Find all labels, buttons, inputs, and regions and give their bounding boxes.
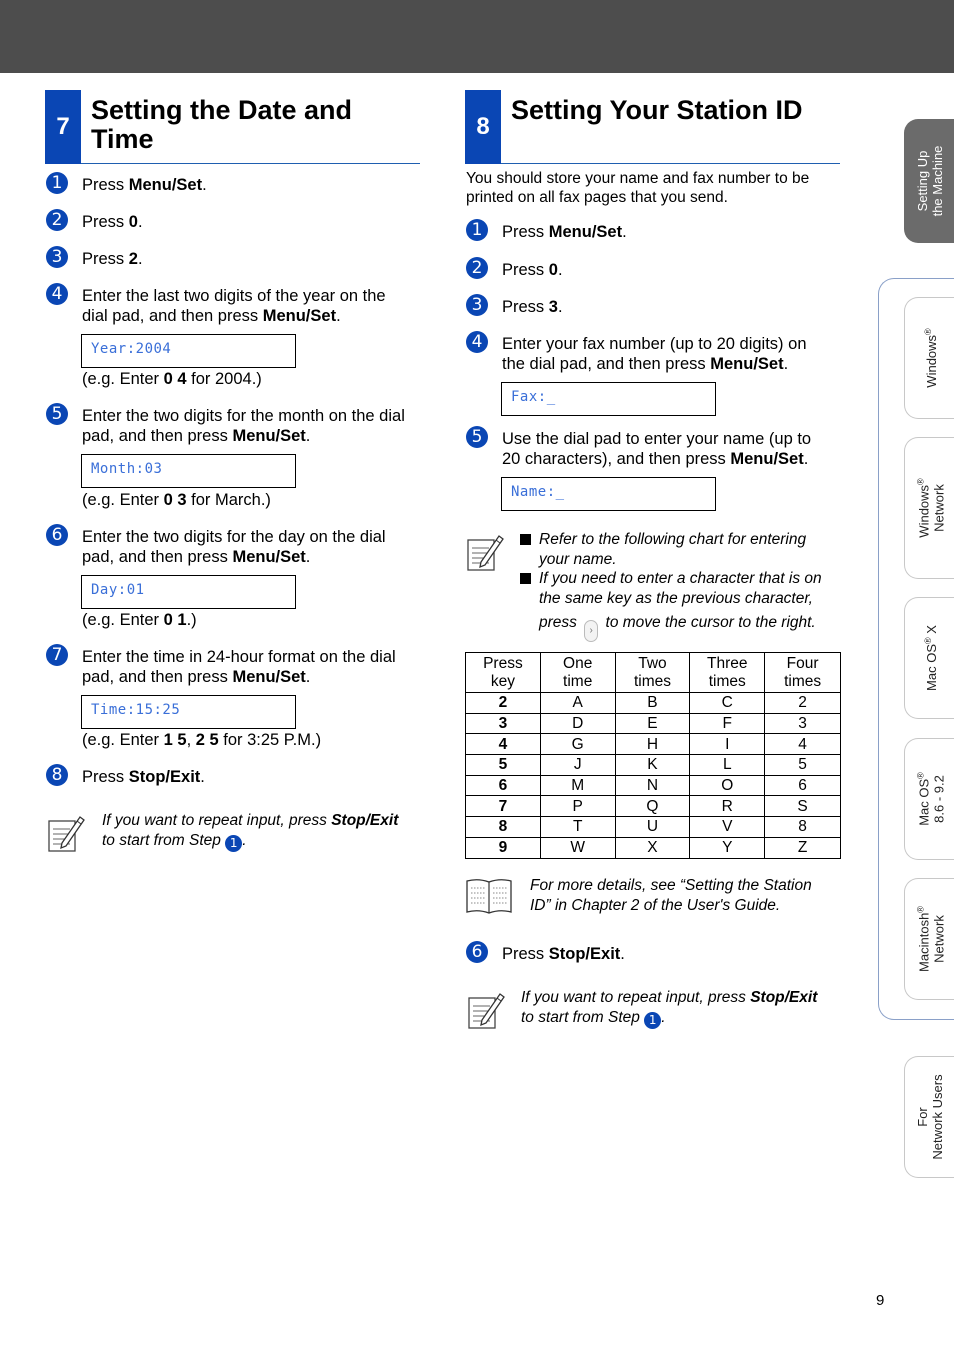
step-number-icon: 8 [46, 764, 68, 786]
table-cell: G [540, 734, 615, 755]
right-arrow-key-icon: › [584, 620, 598, 642]
step-text: Enter your fax number (up to 20 digits) on the dial pad, and then press Menu/Set. [502, 335, 807, 373]
table-header-cell: Two times [615, 653, 690, 693]
intro-text: You should store your name and fax number to be printed on all fax pages that you send. [466, 170, 810, 206]
tab-macintosh-network[interactable] [904, 878, 954, 1000]
table-row [466, 796, 841, 817]
step-3 [466, 297, 563, 317]
step-text: Enter the two digits for the month on the dial pad, and then press Menu/Set. [82, 407, 405, 445]
table-key-cell: 9 [466, 837, 541, 858]
tab-label: Windows® Network [915, 478, 946, 538]
table-cell: J [540, 755, 615, 776]
step-text: Press Menu/Set. [502, 223, 627, 241]
step-number-icon: 2 [46, 209, 68, 231]
bullet-square-icon [520, 573, 531, 584]
step-text: Press 2. [82, 250, 143, 268]
table-cell: 8 [765, 817, 841, 838]
tab-label: Windows® [922, 328, 939, 388]
table-cell: S [765, 796, 841, 817]
note-pencil-icon [46, 811, 90, 855]
step-8 [46, 767, 205, 787]
table-cell: T [540, 817, 615, 838]
table-key-cell: 2 [466, 693, 541, 714]
step-text: Press 3. [502, 298, 563, 316]
lcd-display-day: Day:01 [81, 575, 296, 609]
table-key-cell: 7 [466, 796, 541, 817]
step-3 [46, 249, 143, 269]
table-key-cell: 8 [466, 817, 541, 838]
table-cell: R [690, 796, 765, 817]
note-text: If you want to repeat input, press Stop/Exit to start from Step 1 . [521, 989, 818, 1027]
table-row [466, 693, 841, 714]
step-2 [466, 260, 563, 280]
section-header-station-id [465, 90, 840, 164]
table-cell: P [540, 796, 615, 817]
table-cell: B [615, 693, 690, 714]
table-header-cell: One time [540, 653, 615, 693]
table-cell: K [615, 755, 690, 776]
table-cell: H [615, 734, 690, 755]
step-6 [46, 527, 386, 567]
note-pencil-icon [465, 530, 509, 574]
note-repeat-input [466, 988, 817, 1032]
section-number: 7 [45, 90, 81, 164]
table-cell: D [540, 713, 615, 734]
table-key-cell: 4 [466, 734, 541, 755]
table-cell: M [540, 775, 615, 796]
character-entry-table [465, 652, 841, 859]
section-title: Setting Your Station ID [511, 95, 803, 125]
tab-label: Setting Up the Machine [914, 145, 945, 217]
step-number-icon: 1 [46, 172, 68, 194]
note-text: If you want to repeat input, press Stop/Exit to start from Step 1 . [102, 812, 399, 850]
step-ref-icon: 1 [644, 1012, 661, 1029]
table-key-cell: 3 [466, 713, 541, 734]
tab-label: Macintosh® Network [915, 906, 946, 972]
table-row [466, 775, 841, 796]
step-text: Press 0. [502, 261, 563, 279]
tab-label: Mac OS® X [922, 625, 939, 691]
lcd-display-name: Name:_ [501, 477, 716, 511]
section-title: Setting the Date and Time [91, 95, 353, 154]
note-more-details [465, 876, 812, 916]
table-row [466, 755, 841, 776]
table-cell: 3 [765, 713, 841, 734]
step-text: Enter the two digits for the day on the dial pad, and then press Menu/Set. [82, 528, 386, 566]
step-ref-icon: 1 [225, 835, 242, 852]
tab-setting-up-machine[interactable] [904, 119, 954, 243]
example-text: (e.g. Enter 0 1.) [82, 611, 197, 629]
table-cell: L [690, 755, 765, 776]
step-number-icon: 3 [46, 246, 68, 268]
step-number-icon: 4 [46, 283, 68, 305]
table-cell: 6 [765, 775, 841, 796]
table-key-cell: 6 [466, 775, 541, 796]
step-1 [46, 175, 207, 195]
tab-label: For Network Users [914, 1074, 945, 1160]
table-cell: N [615, 775, 690, 796]
tab-mac-os-x[interactable] [904, 597, 954, 719]
table-row [466, 713, 841, 734]
table-cell: Z [765, 837, 841, 858]
bullet-square-icon [520, 534, 531, 545]
table-header-row [466, 653, 841, 693]
step-number-icon: 5 [466, 426, 488, 448]
lcd-display-time: Time:15:25 [81, 695, 296, 729]
step-text: Press Stop/Exit. [502, 945, 625, 963]
table-cell: F [690, 713, 765, 734]
page-number: 9 [876, 1292, 885, 1309]
step-4 [46, 286, 386, 326]
tab-windows[interactable] [904, 297, 954, 419]
section-header-date-time [45, 90, 420, 164]
table-header-cell: Three times [690, 653, 765, 693]
table-cell: Q [615, 796, 690, 817]
table-header-cell: Press key [466, 653, 541, 693]
tab-windows-network[interactable] [904, 437, 954, 579]
note-pencil-icon [466, 988, 510, 1032]
step-1 [466, 222, 627, 242]
table-cell: U [615, 817, 690, 838]
tab-label: Mac OS® 8.6 - 9.2 [915, 772, 946, 826]
step-number-icon: 1 [466, 219, 488, 241]
note-text: For more details, see “Setting the Station ID” in Chapter 2 of the User's Guide. [530, 877, 812, 914]
note-bullets [520, 530, 840, 642]
step-number-icon: 7 [46, 644, 68, 666]
table-cell: E [615, 713, 690, 734]
bullet-item: If you need to enter a character that is on the same key as the previous character, press › to move the cursor to the right. [520, 569, 840, 642]
lcd-display-year: Year:2004 [81, 334, 296, 368]
step-text: Enter the time in 24-hour format on the dial pad, and then press Menu/Set. [82, 648, 396, 686]
table-cell: X [615, 837, 690, 858]
step-5 [466, 429, 811, 469]
tab-for-network-users[interactable] [904, 1056, 954, 1178]
step-number-icon: 3 [466, 294, 488, 316]
step-6 [466, 944, 625, 964]
lcd-display-month: Month:03 [81, 454, 296, 488]
table-cell: W [540, 837, 615, 858]
table-cell: A [540, 693, 615, 714]
book-icon [465, 876, 513, 916]
example-text: (e.g. Enter 0 3 for March.) [82, 491, 271, 509]
step-text: Enter the last two digits of the year on the dial pad, and then press Menu/Set. [82, 287, 386, 325]
table-cell: Y [690, 837, 765, 858]
table-cell: C [690, 693, 765, 714]
table-header-cell: Four times [765, 653, 841, 693]
top-banner [0, 0, 954, 73]
table-cell: O [690, 775, 765, 796]
step-number-icon: 2 [466, 257, 488, 279]
step-text: Press Stop/Exit. [82, 768, 205, 786]
step-5 [46, 406, 405, 446]
example-text: (e.g. Enter 0 4 for 2004.) [82, 370, 262, 388]
lcd-display-fax: Fax:_ [501, 382, 716, 416]
tab-mac-os-86-92[interactable] [904, 738, 954, 860]
step-number-icon: 4 [466, 331, 488, 353]
step-text: Press 0. [82, 213, 143, 231]
step-4 [466, 334, 807, 374]
table-key-cell: 5 [466, 755, 541, 776]
example-text: (e.g. Enter 1 5, 2 5 for 3:25 P.M.) [82, 731, 322, 749]
step-number-icon: 6 [46, 524, 68, 546]
table-cell: I [690, 734, 765, 755]
step-7 [46, 647, 396, 687]
table-cell: 5 [765, 755, 841, 776]
bullet-item: Refer to the following chart for entering your name. [520, 530, 840, 569]
table-cell: 4 [765, 734, 841, 755]
step-number-icon: 5 [46, 403, 68, 425]
table-row [466, 817, 841, 838]
table-row [466, 734, 841, 755]
table-row [466, 837, 841, 858]
note-repeat-input [46, 811, 398, 855]
section-number: 8 [465, 90, 501, 164]
table-cell: 2 [765, 693, 841, 714]
table-cell: V [690, 817, 765, 838]
step-2 [46, 212, 143, 232]
step-text: Press Menu/Set. [82, 176, 207, 194]
step-text: Use the dial pad to enter your name (up to 20 characters), and then press Menu/Set. [502, 430, 812, 468]
step-number-icon: 6 [466, 941, 488, 963]
